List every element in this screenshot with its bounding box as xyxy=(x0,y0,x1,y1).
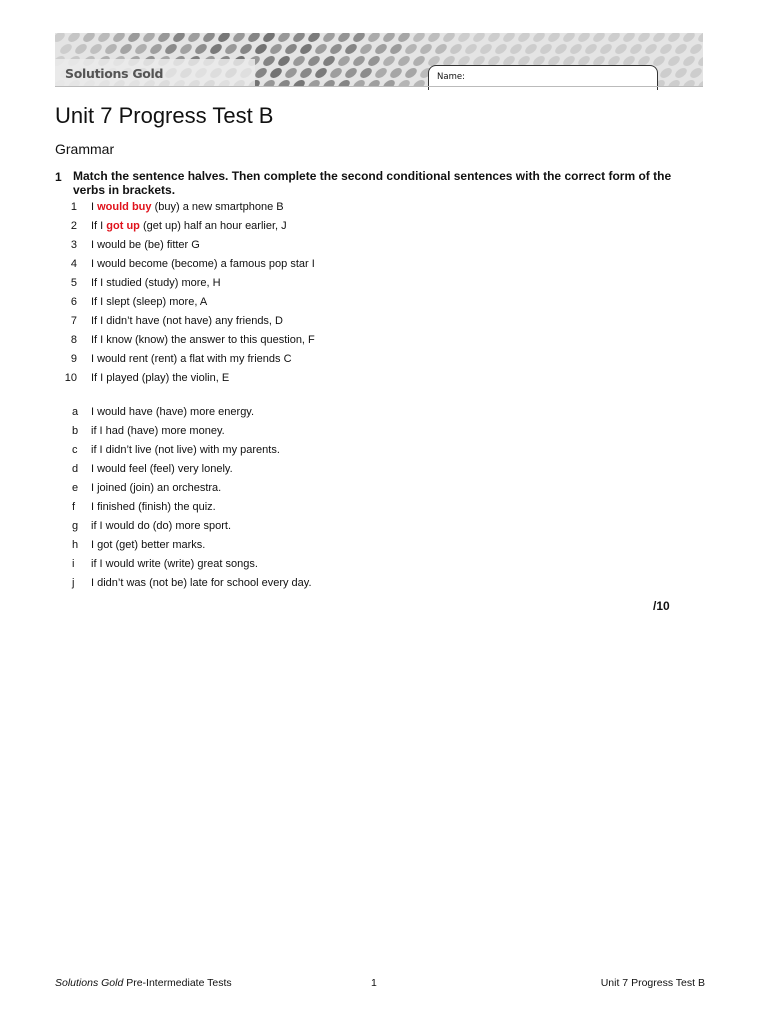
list-item xyxy=(55,352,695,371)
item-answer: got up xyxy=(106,220,140,232)
ending-letter: c xyxy=(72,444,78,456)
item-text xyxy=(91,371,229,385)
list-item xyxy=(55,557,695,576)
page-number: 1 xyxy=(371,977,377,989)
item-pre: If I didn’t have (not have) any friends, D xyxy=(91,315,283,327)
page-title: Unit 7 Progress Test B xyxy=(55,103,274,128)
item-text xyxy=(91,238,200,252)
ending-text: if I had (have) more money. xyxy=(91,425,225,437)
list-item xyxy=(55,462,695,481)
item-number: 10 xyxy=(64,372,77,384)
list-item xyxy=(55,576,695,595)
ending-text: if I didn’t live (not live) with my parents. xyxy=(91,444,280,456)
ending-letter: j xyxy=(72,577,75,589)
list-item xyxy=(55,238,695,257)
item-text xyxy=(91,257,315,271)
ending-text: I joined (join) an orchestra. xyxy=(91,482,222,494)
list-item xyxy=(55,424,695,443)
item-pre: I xyxy=(91,201,98,213)
item-post: (buy) a new smartphone B xyxy=(151,201,284,213)
item-text xyxy=(91,200,284,214)
list-item xyxy=(55,257,695,276)
item-pre: I would be (be) fitter G xyxy=(91,239,200,251)
ending-text: I finished (finish) the quiz. xyxy=(91,501,216,513)
footer-series: Solutions Gold xyxy=(55,977,124,989)
item-pre: I would become (become) a famous pop star I xyxy=(91,258,315,270)
page-footer xyxy=(55,977,705,991)
item-number: 6 xyxy=(70,296,77,308)
item-text xyxy=(91,276,221,290)
footer-book-title xyxy=(55,977,232,989)
ending-letter: d xyxy=(72,463,79,475)
footer-book: Pre-Intermediate Tests xyxy=(123,977,232,989)
list-item xyxy=(55,519,695,538)
item-pre: If I xyxy=(91,220,107,232)
list-item xyxy=(55,200,695,219)
item-text xyxy=(91,352,292,366)
list-item xyxy=(55,333,695,352)
question-number: 1 xyxy=(55,170,62,184)
ending-letter: i xyxy=(72,558,75,570)
footer-unit: Unit 7 Progress Test B xyxy=(600,977,705,989)
list-item xyxy=(55,276,695,295)
item-number: 3 xyxy=(70,239,77,251)
item-text xyxy=(91,314,283,328)
item-number: 7 xyxy=(70,315,77,327)
ending-letter: g xyxy=(72,520,79,532)
item-number: 5 xyxy=(70,277,77,289)
name-label: Name: xyxy=(437,72,465,82)
item-pre: I would rent (rent) a flat with my friends C xyxy=(91,353,292,365)
item-pre: If I know (know) the answer to this question, F xyxy=(91,334,315,346)
item-text xyxy=(91,295,207,309)
item-pre: If I studied (study) more, H xyxy=(91,277,221,289)
list-item xyxy=(55,500,695,519)
ending-text: I got (get) better marks. xyxy=(91,539,206,551)
score-total: /10 xyxy=(653,599,670,613)
item-number: 2 xyxy=(70,220,77,232)
list-item xyxy=(55,481,695,500)
list-item xyxy=(55,538,695,557)
ending-text: I would feel (feel) very lonely. xyxy=(91,463,233,475)
list-item xyxy=(55,405,695,424)
ending-letter: b xyxy=(72,425,79,437)
list-item xyxy=(55,443,695,462)
banner-divider xyxy=(55,86,703,87)
ending-text: I would have (have) more energy. xyxy=(91,406,255,418)
list-item xyxy=(55,295,695,314)
section-heading: Grammar xyxy=(55,141,115,157)
item-pre: If I played (play) the violin, E xyxy=(91,372,230,384)
list-item xyxy=(55,314,695,333)
ending-text: if I would write (write) great songs. xyxy=(91,558,258,570)
item-number: 4 xyxy=(70,258,77,270)
sentence-beginnings-list xyxy=(55,200,695,390)
question-instruction: Match the sentence halves. Then complete the second conditional sentences with the correct form of the verbs in brackets. xyxy=(73,169,672,197)
item-post: (get up) half an hour earlier, J xyxy=(139,220,287,232)
item-number: 8 xyxy=(70,334,77,346)
sentence-endings-list xyxy=(55,405,695,595)
item-text xyxy=(91,219,287,233)
item-answer: would buy xyxy=(97,201,152,213)
ending-text: if I would do (do) more sport. xyxy=(91,520,232,532)
item-number: 1 xyxy=(70,201,77,213)
brand-logo: Solutions Gold xyxy=(65,66,164,81)
ending-letter: h xyxy=(72,539,79,551)
list-item xyxy=(55,219,695,238)
item-pre: If I slept (sleep) more, A xyxy=(91,296,208,308)
item-number: 9 xyxy=(70,353,77,365)
list-item xyxy=(55,371,695,390)
ending-letter: f xyxy=(72,501,76,513)
ending-text: I didn’t was (not be) late for school every day. xyxy=(91,577,312,589)
ending-letter: e xyxy=(72,482,79,494)
ending-letter: a xyxy=(72,406,79,418)
item-text xyxy=(91,333,315,347)
